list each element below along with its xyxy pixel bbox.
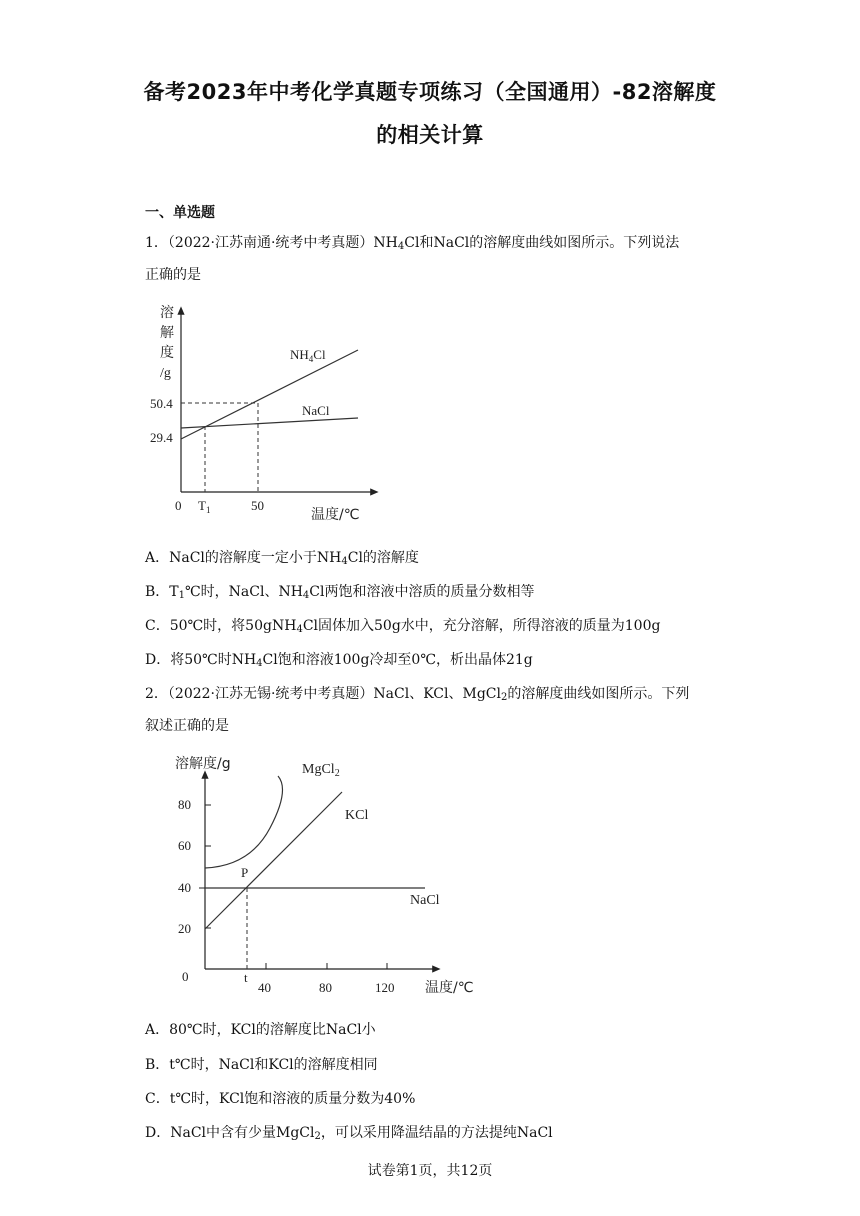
q1-x-tick-50: 50 [251,498,264,513]
q2-stem-subscript: 2 [500,692,508,703]
q1-option-b[interactable] [145,581,535,601]
q1-option-c-text-cont: Cl固体加入50g水中，充分溶解，所得溶液的质量为100g [302,618,661,634]
q1-option-b-text: B．T [145,584,179,600]
q2-stem-line-1 [145,683,689,703]
q1-series-nh4cl-line [181,350,358,439]
q2-series-nacl-label: NaCl [410,893,440,908]
q1-stem-text-cont: Cl和NaCl的溶解度曲线如图所示。下列说法 [404,235,680,251]
q1-option-d-text: D．将50℃时NH [145,652,257,668]
q1-y-label-3: 度 [160,345,174,361]
q2-y-tick-80: 80 [178,797,191,812]
q2-series-kcl-line [205,792,342,929]
q1-series-nacl-label: NaCl [302,403,330,418]
q1-option-b-text-cont: ℃时，NaCl、NH [185,584,303,600]
q1-series-nacl-line [181,418,358,428]
q2-series-mgcl2-label: MgCl$_2$ [302,762,340,779]
q1-series-nh4cl-label: $NH_4Cl$ [290,347,326,364]
q2-option-c[interactable]: C．t℃时，KCl饱和溶液的质量分数为40% [145,1091,416,1107]
q2-y-tick-20: 20 [178,921,191,936]
q2-x-tick-120: 120 [375,980,395,995]
q1-option-b-sub-2: 4 [302,590,310,601]
q2-option-d[interactable] [145,1122,553,1142]
q2-solubility-chart [170,748,490,1003]
q1-option-b-text-end: Cl两饱和溶液中溶质的质量分数相等 [309,584,535,600]
q2-series-mgcl2-curve [205,776,283,868]
page-footer: 试卷第1页，共12页 [367,1163,493,1179]
q1-y-label-2: 解 [160,325,174,341]
q1-option-a-text-cont: Cl的溶解度 [347,550,419,566]
q1-option-c[interactable] [145,615,660,635]
q2-x-label: 温度/℃ [425,980,474,996]
q1-solubility-chart [150,300,390,530]
q2-y-tick-40: 40 [178,880,191,895]
q2-option-a[interactable]: A．80℃时，KCl的溶解度比NaCl小 [145,1022,376,1038]
q2-series-kcl-label: KCl [345,808,369,823]
q1-y-tick-29-4: 29.4 [150,430,173,445]
q1-y-label-4: /g [160,366,171,381]
doc-title-line-1: 备考2023年中考化学真题专项练习（全国通用）-82溶解度 [143,80,717,104]
q2-y-label: 溶解度/g [175,756,231,772]
q2-stem-text: 2．（2022·江苏无锡·统考中考真题）NaCl、KCl、MgCl [145,686,501,702]
q1-stem-subscript: 4 [397,241,405,252]
q1-option-b-sub: 1 [178,590,186,601]
q1-stem-line-2: 正确的是 [145,267,201,283]
doc-title-line-2: 的相关计算 [376,123,484,147]
q1-option-a-sub: 4 [341,556,348,567]
q1-option-c-sub: 4 [296,624,303,635]
q1-y-label-1: 溶 [160,305,174,321]
q1-stem-text: 1．（2022·江苏南通·统考中考真题）NH [145,235,398,251]
q2-stem-text-cont: 的溶解度曲线如图所示。下列 [507,686,690,702]
q1-stem-line-1 [145,232,679,252]
q1-x-tick-t1: $T_1$ [198,498,211,515]
q1-y-tick-50-4: 50.4 [150,396,173,411]
q2-y-tick-60: 60 [178,838,191,853]
q2-option-d-text: D．NaCl中含有少量MgCl [145,1125,315,1141]
q2-x-tick-t: t [244,970,248,985]
q2-y-tick-0: 0 [182,969,189,984]
q2-point-p-label: P [241,865,249,880]
q2-x-tick-40: 40 [258,980,271,995]
q1-x-label: 温度/℃ [311,507,360,523]
q1-option-d[interactable] [145,649,533,669]
q1-option-c-text: C．50℃时，将50gNH [145,618,297,634]
q1-option-d-sub: 4 [256,658,263,669]
q1-option-a-text: A．NaCl的溶解度一定小于NH [145,550,342,566]
q1-option-d-text-cont: Cl饱和溶液100g冷却至0℃，析出晶体21g [262,652,533,668]
q2-x-tick-80: 80 [319,980,332,995]
q2-option-d-text-cont: ，可以采用降温结晶的方法提纯NaCl [320,1125,553,1141]
q2-option-b[interactable]: B．t℃时，NaCl和KCl的溶解度相同 [145,1057,378,1073]
q1-x-tick-0: 0 [175,498,182,513]
q2-option-d-sub: 2 [314,1131,321,1142]
section-heading: 一、单选题 [145,205,215,221]
q1-option-a[interactable] [145,547,419,567]
q2-stem-line-2: 叙述正确的是 [145,718,229,734]
